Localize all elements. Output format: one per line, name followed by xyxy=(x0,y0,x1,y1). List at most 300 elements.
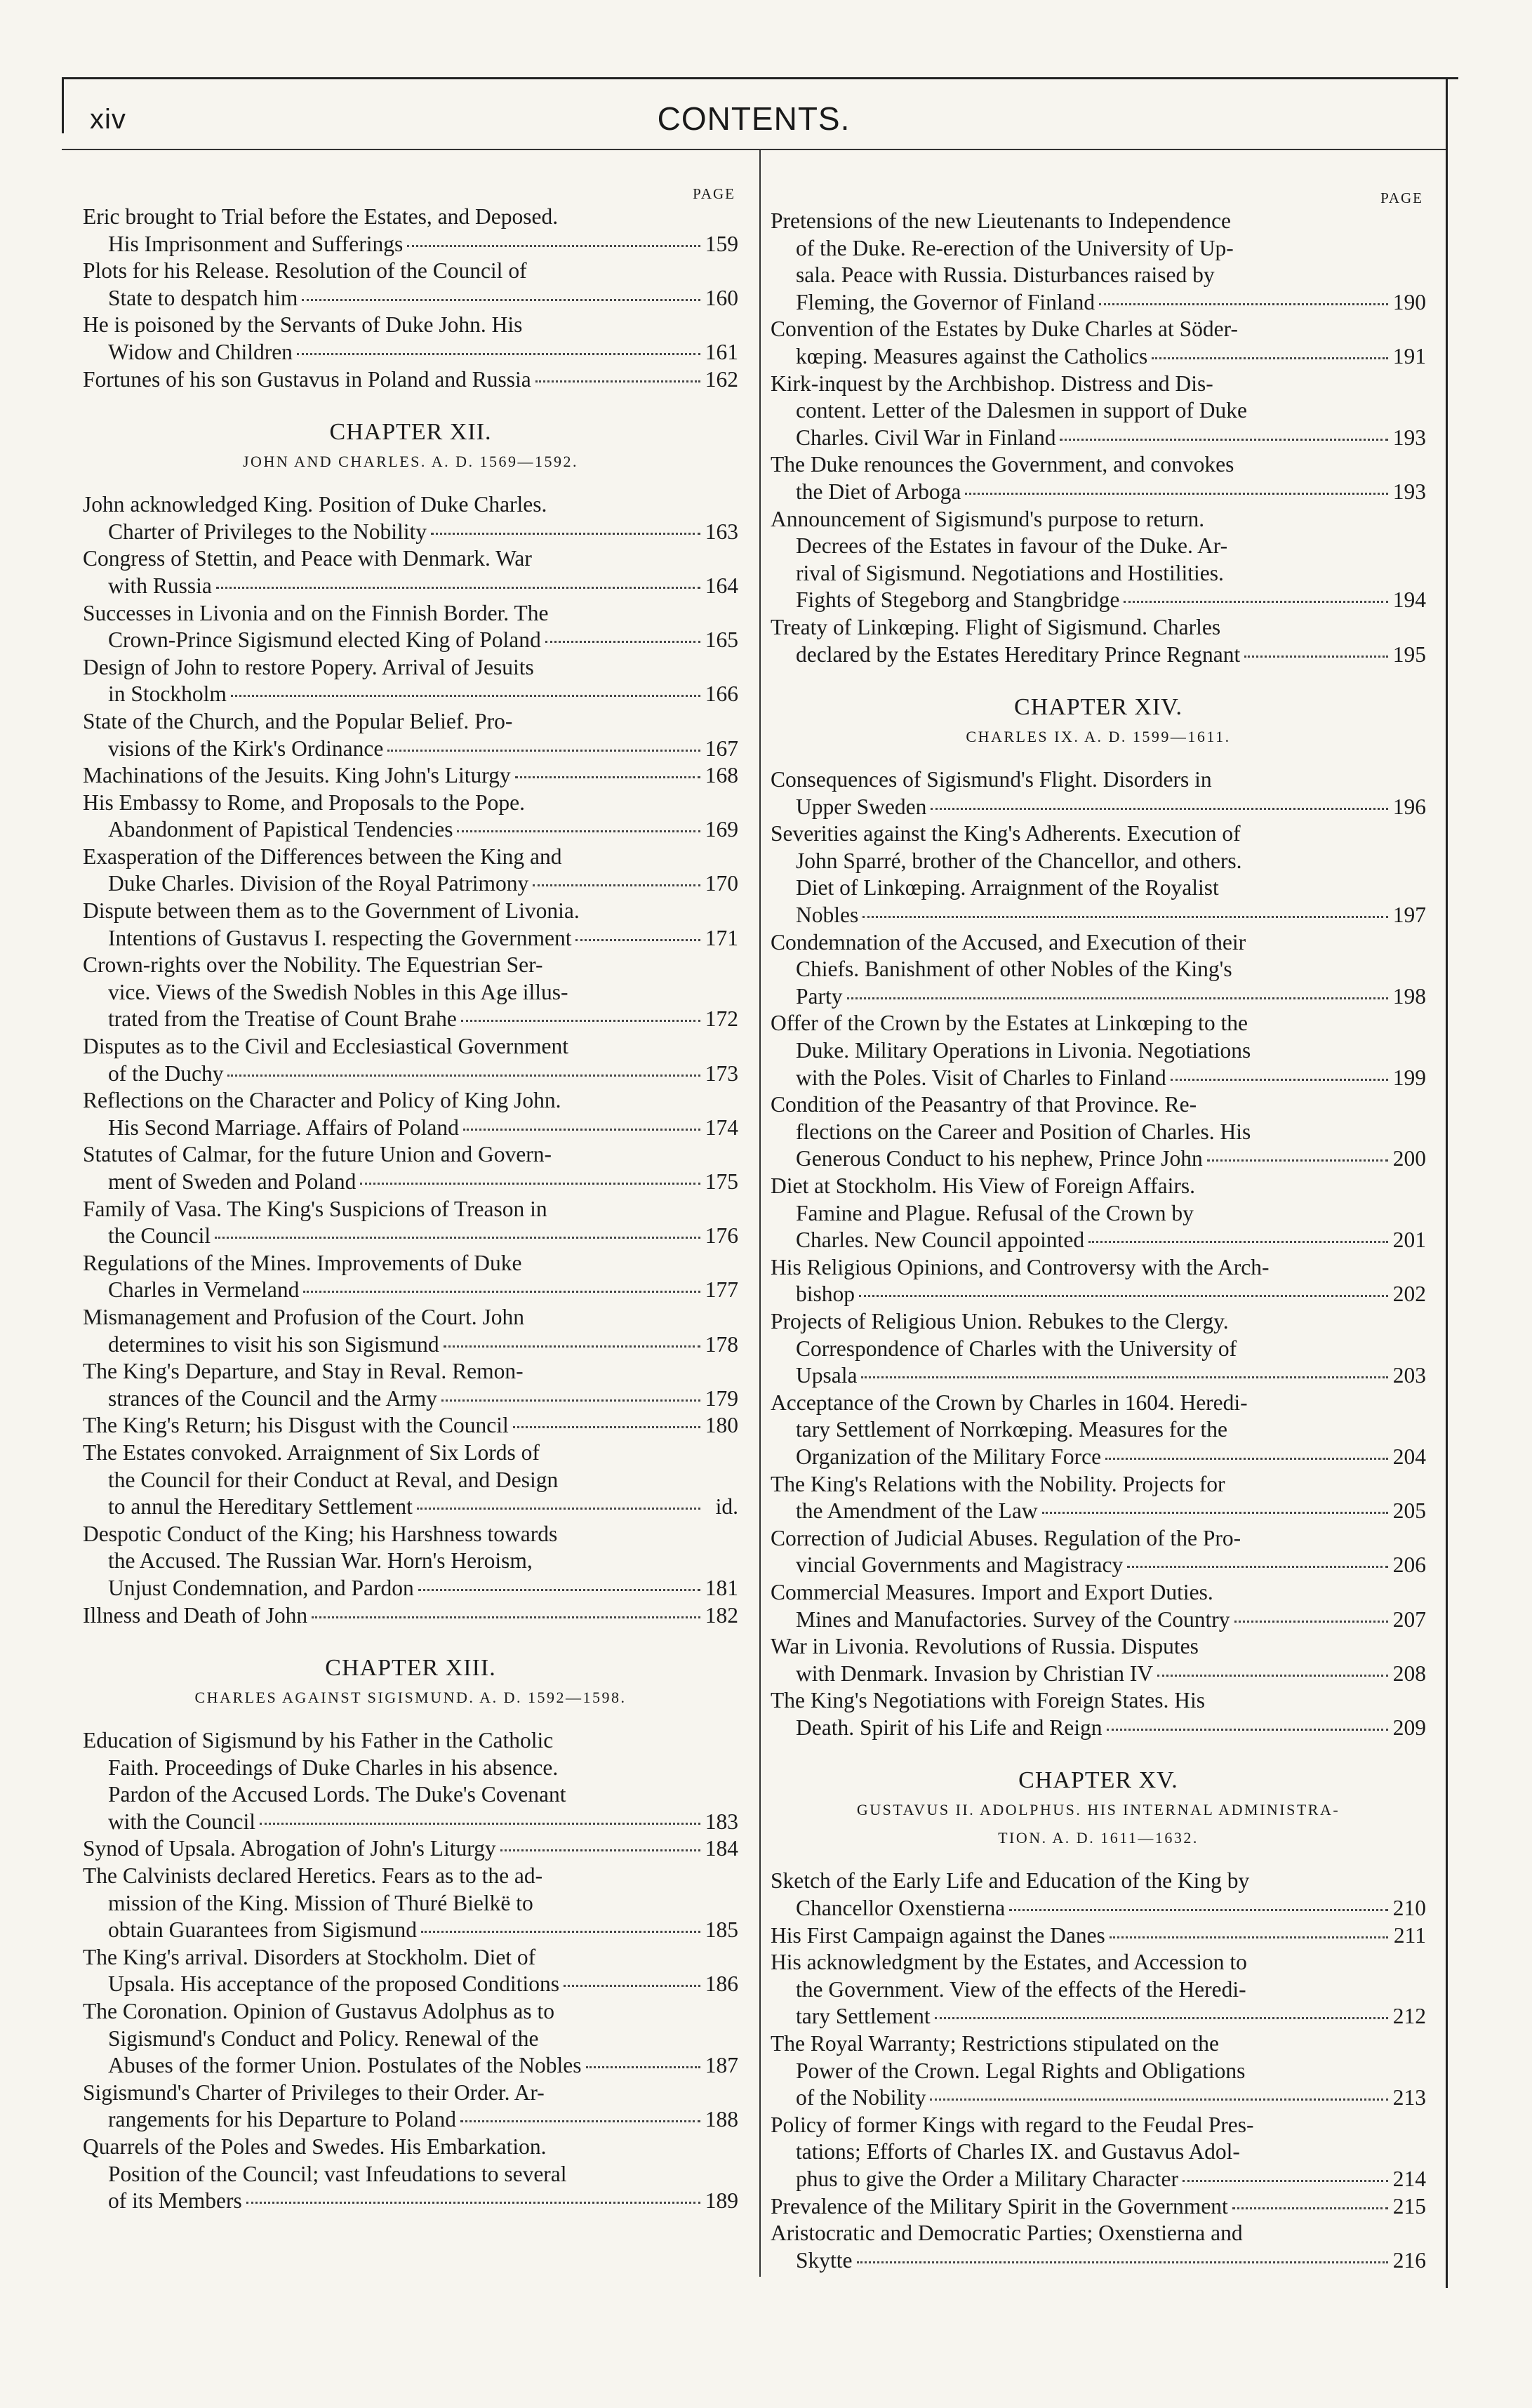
toc-entry-line: The King's arrival. Disorders at Stockholm. Diet of xyxy=(83,1944,536,1969)
dot-leader xyxy=(260,1823,700,1825)
dot-leader xyxy=(861,1376,1388,1378)
toc-entry-text: State to despatch him xyxy=(108,285,298,310)
toc-entry-line: flections on the Career and Position of Charles. His xyxy=(796,1119,1251,1144)
toc-page-number: 167 xyxy=(705,736,738,761)
toc-entry-final-line xyxy=(83,2188,738,2215)
toc-page-number: 168 xyxy=(705,763,738,788)
toc-entry[interactable] xyxy=(771,451,1426,505)
toc-entry-line: Reflections on the Character and Policy of King John. xyxy=(83,1088,561,1113)
toc-entry-text: Widow and Children xyxy=(108,339,293,364)
dot-leader xyxy=(461,1020,700,1022)
toc-entry-final-line xyxy=(83,366,738,394)
dot-leader xyxy=(303,1291,700,1293)
toc-entry[interactable] xyxy=(83,1998,738,2080)
dot-leader xyxy=(312,1616,700,1618)
toc-entry-line: vice. Views of the Swedish Nobles in this Age illus- xyxy=(108,979,568,1004)
toc-entry-line: Successes in Livonia and on the Finnish Border. The xyxy=(83,600,549,625)
toc-entry[interactable] xyxy=(83,1521,738,1602)
toc-entry-text: of the Nobility xyxy=(796,2085,926,2110)
page-title: CONTENTS. xyxy=(657,100,851,137)
dot-leader xyxy=(1099,303,1388,305)
toc-page-number: 175 xyxy=(705,1169,738,1194)
dot-leader xyxy=(421,1931,700,1933)
toc-page-number: 190 xyxy=(1392,289,1426,314)
dot-leader xyxy=(246,2202,700,2204)
toc-page-number: 193 xyxy=(1392,479,1426,504)
toc-entry-final-line xyxy=(771,1552,1426,1579)
toc-entry-text: ment of Sweden and Poland xyxy=(108,1169,357,1194)
toc-entry-final-line xyxy=(83,1331,738,1359)
dot-leader xyxy=(231,695,700,697)
toc-entry-line: Plots for his Release. Resolution of the Council of xyxy=(83,258,527,284)
dot-leader xyxy=(535,380,700,383)
toc-entry[interactable] xyxy=(83,366,738,394)
toc-entry[interactable] xyxy=(771,1633,1426,1687)
toc-entry-text: kœping. Measures against the Catholics xyxy=(796,343,1148,368)
dot-leader xyxy=(1009,1909,1388,1911)
toc-page-number: 179 xyxy=(705,1385,738,1411)
toc-entry-final-line xyxy=(83,762,738,790)
toc-page-number: 178 xyxy=(705,1331,738,1357)
toc-page-number: 189 xyxy=(705,2188,738,2214)
toc-entry[interactable] xyxy=(83,1602,738,1630)
dot-leader xyxy=(931,808,1388,810)
toc-entry-final-line xyxy=(83,1385,738,1413)
dot-leader xyxy=(407,245,700,247)
toc-entry-line: Quarrels of the Poles and Swedes. His Embarkation. xyxy=(83,2134,547,2159)
toc-entry-text: obtain Guarantees from Sigismund xyxy=(108,1917,418,1943)
left-column xyxy=(83,184,738,2215)
toc-entry-final-line xyxy=(83,870,738,898)
toc-entry-text: declared by the Estates Hereditary Prince Regnant xyxy=(796,641,1241,667)
toc-entry-final-line xyxy=(771,2247,1426,2275)
toc-entry-line: The Estates convoked. Arraignment of Six Lords of xyxy=(83,1439,540,1465)
toc-entry-text: bishop xyxy=(796,1282,855,1307)
dot-leader xyxy=(859,1295,1388,1297)
toc-entry-text: Abandonment of Papistical Tendencies xyxy=(108,817,453,842)
toc-entry-line: Dispute between them as to the Government of Livonia. xyxy=(83,898,580,924)
toc-page-number: 211 xyxy=(1393,1922,1426,1948)
toc-page-number: 195 xyxy=(1392,641,1426,667)
toc-entry[interactable] xyxy=(771,1949,1426,2030)
toc-entry[interactable] xyxy=(771,1390,1426,1471)
toc-entry-line: Chiefs. Banishment of other Nobles of the King's xyxy=(796,957,1232,982)
toc-entry[interactable] xyxy=(83,258,738,312)
toc-page-number: 210 xyxy=(1392,1896,1426,1921)
toc-entry[interactable] xyxy=(83,1250,738,1304)
toc-entry-text: Nobles xyxy=(796,903,859,928)
toc-entry[interactable] xyxy=(83,790,738,844)
toc-entry-line: Family of Vasa. The King's Suspicions of Treason in xyxy=(83,1196,547,1221)
toc-entry-text: with Russia xyxy=(108,573,212,598)
page-number: xiv xyxy=(90,104,126,135)
chapter-subtitle: JOHN AND CHARLES. A. D. 1569—1592. xyxy=(243,453,578,471)
toc-entry-final-line xyxy=(771,2193,1426,2221)
toc-entry-line: Education of Sigismund by his Father in the Catholic xyxy=(83,1728,554,1753)
toc-entry[interactable] xyxy=(83,762,738,790)
toc-entry[interactable] xyxy=(83,1412,738,1439)
toc-entry[interactable] xyxy=(83,600,738,654)
toc-entry-line: the Council for their Conduct at Reval, and Design xyxy=(108,1467,559,1492)
toc-entry[interactable] xyxy=(83,2134,738,2215)
page-frame-right xyxy=(1446,77,1448,2288)
chapter-heading: CHAPTER XV. xyxy=(1018,1767,1178,1794)
toc-entry[interactable] xyxy=(771,1579,1426,1633)
toc-entry-final-line xyxy=(771,1362,1426,1390)
toc-entry[interactable] xyxy=(83,2080,738,2134)
toc-entry-line: The Calvinists declared Heretics. Fears as to the ad- xyxy=(83,1863,543,1889)
toc-entry-text: Upper Sweden xyxy=(796,794,927,819)
toc-entry-final-line xyxy=(83,736,738,763)
toc-entry[interactable] xyxy=(83,1141,738,1195)
toc-entry-line: Regulations of the Mines. Improvements of Duke xyxy=(83,1250,522,1275)
toc-entry-final-line xyxy=(83,1575,738,1602)
page-column-label: PAGE xyxy=(1380,189,1423,206)
toc-entry-final-line xyxy=(771,1607,1426,1634)
toc-list xyxy=(83,204,738,2215)
toc-entry-final-line xyxy=(771,2003,1426,2030)
toc-entry[interactable] xyxy=(83,1863,738,1944)
toc-entry-line: Projects of Religious Union. Rebukes to the Clergy. xyxy=(771,1308,1229,1333)
toc-page-number: 170 xyxy=(705,871,738,896)
toc-page-number: 193 xyxy=(1392,425,1426,450)
toc-page-number: 169 xyxy=(705,817,738,842)
dot-leader xyxy=(1110,1936,1388,1938)
toc-entry-line: Diet at Stockholm. His View of Foreign Affairs. xyxy=(771,1173,1196,1198)
dot-leader xyxy=(1234,1621,1389,1623)
dot-leader xyxy=(297,353,700,355)
toc-entry-line: Decrees of the Estates in favour of the Duke. Ar- xyxy=(796,533,1228,559)
toc-page-number: 177 xyxy=(705,1277,738,1303)
dot-leader xyxy=(586,2066,700,2068)
toc-entry-text: to annul the Hereditary Settlement xyxy=(108,1494,413,1519)
toc-entry-text: Upsala. His acceptance of the proposed Conditions xyxy=(108,1971,559,1997)
toc-entry[interactable] xyxy=(771,2220,1426,2274)
toc-page-number: 205 xyxy=(1392,1498,1426,1524)
dot-leader xyxy=(1207,1159,1388,1162)
toc-page-number: 184 xyxy=(705,1836,738,1861)
toc-entry-line: Commercial Measures. Import and Export Duties. xyxy=(771,1579,1213,1604)
toc-entry-final-line xyxy=(83,1006,738,1033)
toc-entry-text: Duke Charles. Division of the Royal Patrimony xyxy=(108,871,529,896)
dot-leader xyxy=(500,1849,700,1851)
toc-page-number: 204 xyxy=(1392,1444,1426,1469)
toc-entry[interactable] xyxy=(771,506,1426,614)
toc-entry-text: trated from the Treatise of Count Brahe xyxy=(108,1006,457,1032)
toc-entry-text: visions of the Kirk's Ordinance xyxy=(108,736,384,761)
toc-page-number: 213 xyxy=(1392,2085,1426,2110)
toc-entry[interactable] xyxy=(83,952,738,1033)
toc-entry-final-line xyxy=(771,2166,1426,2193)
toc-entry[interactable] xyxy=(83,844,738,898)
toc-entry-text: with Denmark. Invasion by Christian IV xyxy=(796,1661,1154,1686)
toc-entry[interactable] xyxy=(771,929,1426,1011)
toc-page-number: 172 xyxy=(705,1006,738,1032)
toc-entry-text: Chancellor Oxenstierna xyxy=(796,1896,1006,1921)
toc-entry[interactable] xyxy=(83,1087,738,1141)
dot-leader xyxy=(360,1183,700,1185)
toc-entry[interactable] xyxy=(83,654,738,708)
toc-entry-final-line xyxy=(771,343,1426,371)
dot-leader xyxy=(847,997,1389,999)
toc-entry-line: Crown-rights over the Nobility. The Equestrian Ser- xyxy=(83,952,543,978)
toc-entry-text: Fights of Stegeborg and Stangbridge xyxy=(796,587,1120,613)
dot-leader xyxy=(463,1129,700,1131)
toc-entry-line: Sigismund's Charter of Privileges to their Order. Ar- xyxy=(83,2080,545,2105)
toc-entry-text: Intentions of Gustavus I. respecting the Government xyxy=(108,925,572,950)
column-divider xyxy=(759,150,761,2277)
chapter-subtitle: GUSTAVUS II. ADOLPHUS. HIS INTERNAL ADMINISTRA- TION. A. D. 1611—1632. xyxy=(856,1801,1340,1847)
toc-page-number: 198 xyxy=(1392,983,1426,1009)
toc-entry-line: Congress of Stettin, and Peace with Denmark. War xyxy=(83,546,532,571)
toc-entry[interactable] xyxy=(83,204,738,258)
toc-entry-line: Kirk-inquest by the Archbishop. Distress and Dis- xyxy=(771,371,1213,396)
dot-leader xyxy=(862,916,1388,918)
toc-entry[interactable] xyxy=(83,1196,738,1250)
toc-page-number: 200 xyxy=(1392,1146,1426,1171)
toc-entry-line: Sketch of the Early Life and Education of the King by xyxy=(771,1868,1250,1894)
toc-entry[interactable] xyxy=(771,1922,1426,1950)
toc-entry[interactable] xyxy=(771,1091,1426,1173)
toc-entry-final-line xyxy=(771,587,1426,614)
toc-entry[interactable] xyxy=(771,614,1426,668)
toc-entry-final-line xyxy=(83,1169,738,1196)
toc-entry-text: Abuses of the former Union. Postulates of the Nobles xyxy=(108,2053,582,2078)
toc-entry-final-line xyxy=(771,479,1426,506)
dot-leader xyxy=(215,1237,700,1239)
dot-leader xyxy=(930,2098,1388,2101)
toc-entry-line: Power of the Crown. Legal Rights and Obligations xyxy=(796,2058,1246,2083)
toc-entry-text: rangements for his Departure to Poland xyxy=(108,2107,456,2132)
page-header xyxy=(62,91,1446,154)
dot-leader xyxy=(216,587,700,589)
toc-list xyxy=(771,208,1426,2274)
dot-leader xyxy=(418,1589,700,1591)
toc-page-number: 196 xyxy=(1392,794,1426,819)
toc-entry-line: tations; Efforts of Charles IX. and Gustavus Adol- xyxy=(796,2139,1240,2164)
dot-leader xyxy=(387,750,700,752)
toc-page-number: 159 xyxy=(705,231,738,256)
toc-entry-line: Pardon of the Accused Lords. The Duke's Covenant xyxy=(108,1782,566,1807)
toc-page-number: 209 xyxy=(1392,1715,1426,1740)
toc-entry-line: Despotic Conduct of the King; his Harshness towards xyxy=(83,1521,558,1546)
toc-page-number: 194 xyxy=(1392,587,1426,613)
toc-page-number: 215 xyxy=(1392,2193,1426,2219)
toc-entry[interactable] xyxy=(83,312,738,366)
toc-entry-text: Charter of Privileges to the Nobility xyxy=(108,519,427,544)
toc-page-number: 197 xyxy=(1392,903,1426,928)
toc-entry[interactable] xyxy=(83,898,738,952)
toc-page-number: 162 xyxy=(705,366,738,392)
toc-entry-line: The Coronation. Opinion of Gustavus Adolphus as to xyxy=(83,1999,554,2024)
toc-entry-final-line xyxy=(771,2084,1426,2112)
toc-page-number: 186 xyxy=(705,1971,738,1997)
toc-entry-line: His Religious Opinions, and Controversy with the Arch- xyxy=(771,1254,1270,1279)
toc-entry-final-line xyxy=(771,1498,1426,1525)
toc-entry[interactable] xyxy=(83,1358,738,1412)
toc-page-number: 161 xyxy=(705,339,738,364)
toc-page-number: 165 xyxy=(705,627,738,653)
toc-entry-final-line xyxy=(771,425,1426,452)
dot-leader xyxy=(1088,1241,1388,1243)
page-frame-top xyxy=(62,77,1458,79)
toc-entry-text: Charles. Civil War in Finland xyxy=(796,425,1056,450)
toc-entry-final-line xyxy=(771,1895,1426,1922)
toc-entry-line: Mismanagement and Profusion of the Court. John xyxy=(83,1304,525,1329)
dot-leader xyxy=(431,533,700,535)
toc-entry-line: Treaty of Linkœping. Flight of Sigismund. Charles xyxy=(771,614,1221,639)
toc-page-number: 203 xyxy=(1392,1363,1426,1388)
toc-page-number: 201 xyxy=(1392,1228,1426,1253)
toc-page-number: 188 xyxy=(705,2107,738,2132)
toc-entry[interactable] xyxy=(771,1471,1426,1525)
toc-page-number: 212 xyxy=(1392,2004,1426,2029)
toc-entry[interactable] xyxy=(771,1173,1426,1254)
right-column xyxy=(771,188,1426,2274)
toc-entry-text: tary Settlement xyxy=(796,2004,931,2029)
toc-entry-line: Pretensions of the new Lieutenants to Independence xyxy=(771,208,1232,233)
toc-entry-line: The King's Negotiations with Foreign States. His xyxy=(771,1688,1206,1713)
toc-entry-line: State of the Church, and the Popular Belief. Pro- xyxy=(83,708,513,733)
toc-entry-final-line xyxy=(771,1227,1426,1254)
toc-entry-line: He is poisoned by the Servants of Duke John. His xyxy=(83,312,523,338)
toc-entry[interactable] xyxy=(83,1033,738,1087)
dot-leader xyxy=(1042,1512,1388,1514)
toc-entry-final-line xyxy=(83,1494,738,1521)
toc-entry[interactable] xyxy=(771,1010,1426,1091)
toc-entry[interactable] xyxy=(83,491,738,545)
toc-entry[interactable] xyxy=(771,820,1426,929)
toc-entry-text: Fortunes of his son Gustavus in Poland and Russia xyxy=(83,366,531,392)
toc-entry-line: Severities against the King's Adherents. Execution of xyxy=(771,821,1241,846)
toc-entry-text: Fleming, the Governor of Finland xyxy=(796,289,1095,314)
dot-leader xyxy=(444,1345,700,1348)
toc-entry-final-line xyxy=(771,1065,1426,1092)
toc-entry[interactable] xyxy=(83,708,738,762)
toc-page-number: 160 xyxy=(705,285,738,310)
toc-entry-line: John Sparré, brother of the Chancellor, and others. xyxy=(796,848,1242,873)
toc-entry-line: Famine and Plague. Refusal of the Crown by xyxy=(796,1200,1194,1225)
dot-leader xyxy=(545,641,700,643)
toc-entry-text: the Council xyxy=(108,1223,211,1249)
toc-entry[interactable] xyxy=(771,2030,1426,2112)
toc-entry-text: strances of the Council and the Army xyxy=(108,1385,437,1411)
toc-entry[interactable] xyxy=(771,208,1426,316)
toc-entry-line: The Royal Warranty; Restrictions stipulated on the xyxy=(771,2031,1219,2056)
toc-entry[interactable] xyxy=(771,316,1426,370)
toc-entry[interactable] xyxy=(83,1304,738,1358)
toc-page-number: 176 xyxy=(705,1223,738,1249)
dot-leader xyxy=(1060,439,1388,441)
dot-leader xyxy=(457,830,700,832)
toc-entry-text: His First Campaign against the Danes xyxy=(771,1922,1105,1948)
toc-entry-final-line xyxy=(771,289,1426,317)
toc-page-number: 206 xyxy=(1392,1552,1426,1578)
toc-entry[interactable] xyxy=(83,1835,738,1863)
toc-entry[interactable] xyxy=(771,1525,1426,1579)
toc-page-number: id. xyxy=(715,1494,738,1519)
toc-entry-line: The King's Relations with the Nobility. Projects for xyxy=(771,1471,1225,1496)
toc-entry-final-line xyxy=(83,1412,738,1439)
toc-entry[interactable] xyxy=(83,1944,738,1998)
toc-entry-line: Design of John to restore Popery. Arrival of Jesuits xyxy=(83,654,534,679)
toc-entry[interactable] xyxy=(83,1439,738,1521)
dot-leader xyxy=(533,884,700,886)
chapter-heading: CHAPTER XIV. xyxy=(1014,694,1183,721)
dot-leader xyxy=(1152,357,1388,359)
toc-entry-final-line xyxy=(83,285,738,312)
toc-entry-final-line xyxy=(771,1661,1426,1688)
toc-entry-text: Death. Spirit of his Life and Reign xyxy=(796,1715,1103,1740)
toc-entry-text: vincial Governments and Magistracy xyxy=(796,1552,1124,1578)
toc-entry-final-line xyxy=(83,681,738,708)
toc-entry[interactable] xyxy=(83,545,738,599)
toc-entry-line: Sigismund's Conduct and Policy. Renewal of the xyxy=(108,2025,539,2051)
toc-entry-line: Condition of the Peasantry of that Province. Re- xyxy=(771,1092,1197,1117)
toc-entry-text: His Imprisonment and Sufferings xyxy=(108,231,404,256)
toc-entry[interactable] xyxy=(771,1254,1426,1308)
toc-page-number: 216 xyxy=(1392,2247,1426,2273)
dot-leader xyxy=(1171,1079,1388,1081)
toc-entry[interactable] xyxy=(771,1868,1426,1922)
toc-entry-text: Generous Conduct to his nephew, Prince John xyxy=(796,1146,1203,1171)
dot-leader xyxy=(965,493,1388,495)
toc-entry-text: Upsala xyxy=(796,1363,858,1388)
dot-leader xyxy=(1124,601,1388,603)
toc-entry-text: Organization of the Military Force xyxy=(796,1444,1102,1469)
toc-entry[interactable] xyxy=(771,766,1426,820)
toc-entry-final-line xyxy=(771,902,1426,929)
toc-entry-text: Party xyxy=(796,983,843,1009)
header-rule xyxy=(62,149,1446,150)
dot-leader xyxy=(417,1508,700,1510)
toc-entry-text: Illness and Death of John xyxy=(83,1602,308,1628)
toc-entry[interactable] xyxy=(771,1308,1426,1390)
toc-entry-line: Faith. Proceedings of Duke Charles in his absence. xyxy=(108,1755,559,1780)
toc-entry-line: Consequences of Sigismund's Flight. Disorders in xyxy=(771,767,1212,792)
toc-entry-line: War in Livonia. Revolutions of Russia. Disputes xyxy=(771,1634,1199,1659)
toc-entry-final-line xyxy=(83,2106,738,2134)
toc-entry[interactable] xyxy=(771,2193,1426,2221)
toc-entry-line: Correction of Judicial Abuses. Regulation of the Pro- xyxy=(771,1525,1241,1550)
toc-entry-line: Offer of the Crown by the Estates at Linkœping to the xyxy=(771,1011,1248,1036)
chapter-subtitle: CHARLES AGAINST SIGISMUND. A. D. 1592—1598. xyxy=(194,1689,627,1707)
chapter-subtitle: CHARLES IX. A. D. 1599—1611. xyxy=(966,728,1231,746)
toc-entry-final-line xyxy=(771,1281,1426,1308)
dot-leader xyxy=(1244,656,1388,658)
toc-page-number: 180 xyxy=(705,1413,738,1438)
toc-entry-line: the Government. View of the effects of the Heredi- xyxy=(796,1976,1246,2002)
toc-entry-final-line xyxy=(83,1971,738,1998)
toc-entry[interactable] xyxy=(771,1687,1426,1741)
toc-entry-line: Convention of the Estates by Duke Charles at Söder- xyxy=(771,317,1238,342)
dot-leader xyxy=(441,1399,700,1402)
dot-leader xyxy=(1157,1675,1388,1677)
toc-entry-line: rival of Sigismund. Negotiations and Hostilities. xyxy=(796,560,1224,585)
toc-entry-final-line xyxy=(771,983,1426,1011)
toc-entry-line: of the Duke. Re-erection of the University of Up- xyxy=(796,235,1234,260)
toc-entry-text: Machinations of the Jesuits. King John's Liturgy xyxy=(83,763,511,788)
toc-entry-line: Statutes of Calmar, for the future Union and Govern- xyxy=(83,1142,552,1167)
toc-entry[interactable] xyxy=(83,1727,738,1835)
toc-entry-text: of its Members xyxy=(108,2188,242,2214)
toc-entry[interactable] xyxy=(771,2112,1426,2193)
toc-entry-line: The Duke renounces the Government, and convokes xyxy=(771,452,1234,477)
toc-entry[interactable] xyxy=(771,371,1426,452)
toc-entry-line: Exasperation of the Differences between the King and xyxy=(83,844,562,869)
toc-entry-final-line xyxy=(83,1223,738,1250)
chapter-heading: CHAPTER XII. xyxy=(329,419,492,446)
